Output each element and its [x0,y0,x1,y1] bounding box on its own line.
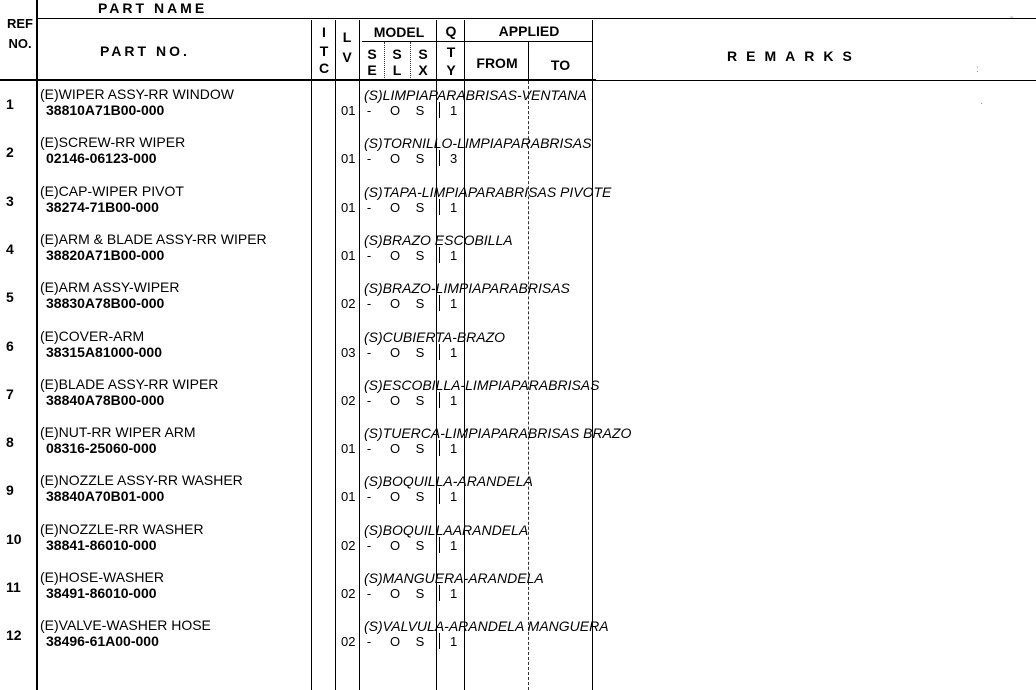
model-sl-top: S [392,46,402,62]
level-value: 03 [341,344,356,360]
model-tick-mark [439,392,440,408]
table-row [0,374,1036,422]
ref-number: 10 [6,530,22,547]
part-name: (E)COVER-ARM [40,327,145,344]
quantity-value: 1 [450,199,458,215]
quantity-value: 1 [450,344,458,360]
header-bottom-rule-right [596,80,1036,81]
model-sx-value: S [415,247,425,263]
part-name: (E)VALVE-WASHER HOSE [40,617,211,634]
itc-header-c: C [318,60,330,76]
model-sx-value: S [415,537,425,553]
model-sl-value: O [389,296,401,312]
qty-header-y: Y [446,62,456,78]
quantity-value: 1 [450,634,458,650]
remark-text: (S)ESCOBILLA-LIMPIAPARABRISAS [364,376,600,393]
ref-number: 1 [6,96,14,112]
model-sl-value: O [389,537,401,553]
level-value: 01 [341,151,356,167]
model-sl-value: O [389,344,401,360]
model-se-value: - [366,537,372,553]
model-sl-bottom: L [392,62,402,78]
level-value: 01 [341,489,356,505]
model-sx-value: S [415,392,425,408]
model-sl-value: O [389,586,401,601]
remark-text: (S)VALVULA-ARANDELA MANGUERA [364,618,609,635]
model-se-value: - [366,489,372,505]
ref-no-header [4,14,36,54]
model-sl-value: O [389,441,401,457]
model-se-value: - [366,586,372,601]
lv-header-v: V [342,49,352,65]
to-header: TO [550,57,571,73]
level-value: 02 [341,634,356,650]
ref-number: 5 [6,289,14,306]
part-number: 38840A78B00-000 [46,391,165,408]
part-name: (E)CAP-WIPER PIVOT [40,182,184,199]
part-name: (E)NUT-RR WIPER ARM [40,424,196,441]
model-se-value: - [366,199,372,215]
ref-header-line2: NO. [8,36,32,51]
model-sx-value: S [415,634,425,650]
part-number: 38810A71B00-000 [46,102,165,118]
part-number: 08316-25060-000 [46,440,157,457]
model-sx-value: S [415,586,425,601]
ref-number: 6 [6,337,14,354]
ref-header-line1: REF [7,16,33,31]
model-se-value: - [366,441,372,457]
part-number: 38820A71B00-000 [46,246,165,263]
part-name: (E)NOZZLE ASSY-RR WASHER [40,472,243,489]
table-row [0,470,1036,518]
model-sx-value: S [415,296,425,312]
level-value: 02 [341,537,356,553]
table-row [0,277,1036,325]
part-number: 38840A70B01-000 [46,488,165,505]
part-name: (E)SCREW-RR WIPER [40,134,186,151]
quantity-value: 1 [450,586,458,601]
model-sx-value: S [415,151,425,167]
model-sl-value: O [389,634,401,650]
model-tick-mark [439,585,440,601]
qty-header-q: Q [445,23,457,39]
model-tick-mark [439,440,440,456]
lv-header-l: L [342,29,352,45]
model-tick-mark [439,199,440,215]
table-row [0,615,1036,663]
model-tick-mark [439,295,440,311]
model-sl-value: O [389,392,401,408]
table-row [0,519,1036,567]
model-tick-mark [439,633,440,649]
remark-text: (S)TUERCA-LIMPIAPARABRISAS BRAZO [364,425,632,442]
part-name: (E)WIPER ASSY-RR WINDOW [40,86,234,102]
model-dashed-line-2 [410,42,411,78]
part-name: (E)ARM ASSY-WIPER [40,279,180,296]
table-row [0,229,1036,277]
table-row [0,422,1036,470]
qty-header-t: T [446,44,456,60]
ref-number: 8 [6,434,14,451]
ref-number: 11 [6,579,21,595]
level-value: 01 [341,199,356,215]
part-name: (E)NOZZLE-RR WASHER [40,520,204,537]
model-sl-value: O [389,151,401,167]
table-row [0,132,1036,180]
remark-text: (S)LIMPIAPARABRISAS-VENTANA [364,87,587,103]
model-se-value: - [366,392,372,408]
scan-mark: - [1010,12,1014,23]
model-sl-value: O [389,489,401,505]
ref-number: 9 [6,482,14,499]
model-tick-mark [439,247,440,263]
table-row [0,567,1036,615]
model-sx-value: S [415,441,425,457]
from-header: FROM [476,55,518,71]
itc-header-i: I [322,24,326,40]
quantity-value: 1 [450,296,458,312]
quantity-value: 1 [450,489,458,505]
scan-mark: : [976,64,979,75]
model-tick-mark [439,102,440,118]
part-number: 38491-86010-000 [46,585,157,601]
remark-text: (S)BOQUILLA-ARANDELA [364,473,533,490]
part-name-header: PART NAME [98,0,208,16]
part-number: 38830A78B00-000 [46,295,165,312]
level-value: 01 [341,247,356,263]
top-rule [38,18,1036,19]
part-name: (E)ARM & BLADE ASSY-RR WIPER [40,230,267,247]
part-name: (E)BLADE ASSY-RR WIPER [40,375,219,392]
ref-number: 7 [6,385,14,402]
ref-number: 3 [6,192,14,209]
table-row [0,181,1036,229]
part-number: 38274-71B00-000 [46,198,159,215]
ref-number: 12 [6,627,22,644]
model-sx-top: S [418,46,428,62]
applied-header: APPLIED [498,23,560,39]
part-no-header: PART NO. [100,43,190,59]
remark-text: (S)BRAZO-LIMPIAPARABRISAS [364,280,570,297]
itc-header-t: T [319,43,329,59]
quantity-value: 1 [450,103,458,118]
quantity-value: 1 [450,441,458,457]
level-value: 02 [341,586,356,601]
level-value: 01 [341,441,356,457]
model-sx-bottom: X [418,62,428,78]
model-dashed-line-1 [384,42,385,78]
quantity-value: 1 [450,537,458,553]
model-sx-value: S [415,489,425,505]
part-number: 38315A81000-000 [46,343,162,360]
model-sx-value: S [415,199,425,215]
model-rule [362,41,592,42]
model-tick-mark [439,488,440,504]
part-name: (E)HOSE-WASHER [40,569,164,585]
level-value: 01 [341,103,356,118]
model-sl-value: O [389,103,401,118]
remarks-header: REMARKS [727,48,861,64]
model-sx-value: S [415,344,425,360]
remark-text: (S)TAPA-LIMPIAPARABRISAS PIVOTE [364,183,612,200]
ref-number: 4 [6,240,14,257]
model-sl-value: O [389,247,401,263]
model-se-value: - [366,344,372,360]
quantity-value: 1 [450,392,458,408]
model-se-value: - [366,247,372,263]
table-row [0,326,1036,374]
remark-text: (S)CUBIERTA-BRAZO [364,328,506,345]
ref-number: 2 [6,144,14,161]
table-row [0,84,1036,132]
part-number: 38841-86010-000 [46,536,157,553]
model-tick-mark [439,150,440,166]
model-sl-value: O [389,199,401,215]
remark-text: (S)MANGUERA-ARANDELA [364,570,544,586]
quantity-value: 3 [450,151,458,167]
quantity-value: 1 [450,247,458,263]
model-se-value: - [366,151,372,167]
model-se-value: - [366,634,372,650]
level-value: 02 [341,392,356,408]
model-header: MODEL [373,24,425,40]
level-value: 02 [341,296,356,312]
model-se-top: S [367,46,377,62]
model-se-value: - [366,103,372,118]
scan-mark: · [980,98,984,109]
header-bottom-rule [0,79,596,81]
remark-text: (S)BRAZO ESCOBILLA [364,231,513,248]
part-number: 02146-06123-000 [46,150,157,167]
model-tick-mark [439,537,440,553]
model-tick-mark [439,344,440,360]
remark-text: (S)BOQUILLAARANDELA [364,521,529,538]
part-number: 38496-61A00-000 [46,633,159,650]
remark-text: (S)TORNILLO-LIMPIAPARABRISAS [364,135,592,152]
model-sx-value: S [415,103,425,118]
model-se-bottom: E [367,62,377,78]
model-se-value: - [366,296,372,312]
